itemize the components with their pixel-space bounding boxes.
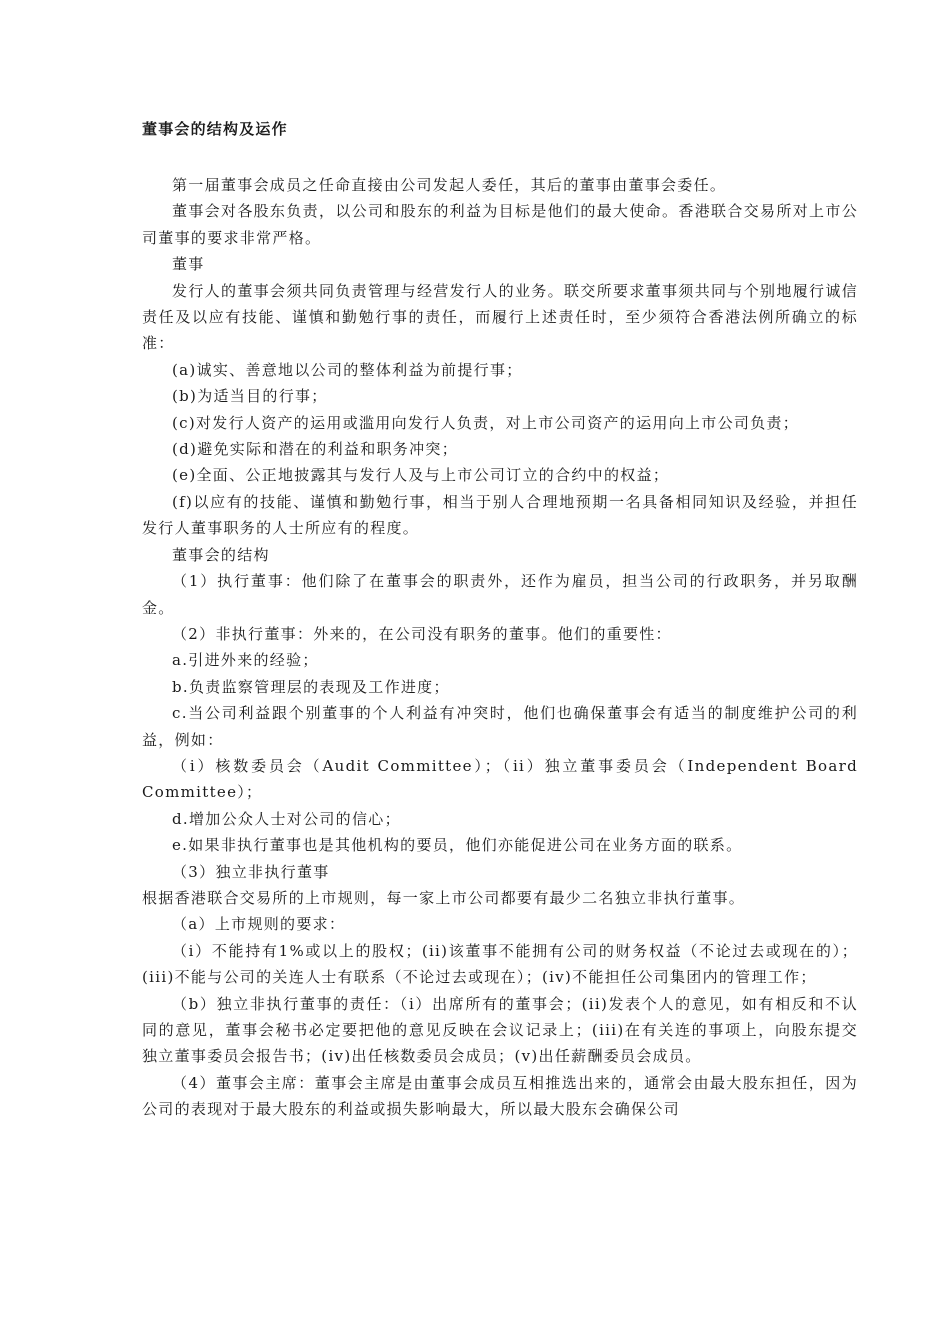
list-item-ined-responsibilities: （b）独立非执行董事的责任：（i）出席所有的董事会；(ii)发表个人的意见，如有相反和不认同的意见，董事会秘书必定要把他的意见反映在会议记录上；(iii)在有关连的事项上，向股东提交独立董事委员会报告书；(iv)出任核数委员会成员；(v)出任薪酬委员会成员。 [142,994,858,1066]
paragraph-non-executive-directors: （2）非执行董事：外来的，在公司没有职务的董事。他们的重要性： [172,624,672,643]
list-item-ned-e: e.如果非执行董事也是其他机构的要员，他们亦能促进公司在业务方面的联系。 [172,836,743,855]
paragraph-independent-ned-heading: （3）独立非执行董事 [172,862,330,881]
list-item-ined-requirements: （i）不能持有1%或以上的股权；(ii)该董事不能拥有公司的财务权益（不论过去或现在的）；(iii)不能与公司的关连人士有联系（不论过去或现在）；(iv)不能担任公司集团内的管理工作； [142,941,858,987]
paragraph-chairman: （4）董事会主席：董事会主席是由董事会成员互相推选出来的，通常会由最大股东担任，因为公司的表现对于最大股东的利益或损失影响最大，所以最大股东会确保公司 [142,1073,858,1119]
section-heading-board-structure: 董事会的结构 [172,545,270,564]
document-body [142,172,858,1123]
list-item-duty-d: (d)避免实际和潜在的利益和职务冲突； [172,440,459,459]
list-item-duty-c: (c)对发行人资产的运用或滥用向发行人负责，对上市公司资产的运用向上市公司负责； [172,413,800,432]
list-item-ned-a: a.引进外来的经验； [172,651,319,670]
list-item-duty-b: (b)为适当目的行事； [172,387,328,406]
paragraph-director-duties: 发行人的董事会须共同负责管理与经营发行人的业务。联交所要求董事须共同与个别地履行诚信责任及以应有技能、谨慎和勤勉行事的责任，而履行上述责任时，至少须符合香港法例所确立的标准： [142,281,858,353]
section-heading-directors: 董事 [172,255,205,274]
paragraph-board-responsibility: 董事会对各股东负责，以公司和股东的利益为目标是他们的最大使命。香港联合交易所对上市公司董事的要求非常严格。 [142,202,858,247]
document-title: 董事会的结构及运作 [142,120,288,138]
list-item-ned-b: b.负责监察管理层的表现及工作进度； [172,677,450,696]
list-item-duty-a: (a)诚实、善意地以公司的整体利益为前提行事； [172,360,523,379]
list-item-duty-f: (f)以应有的技能、谨慎和勤勉行事，相当于别人合理地预期一名具备相同知识及经验，并担任发行人董事职务的人士所应有的程度。 [142,492,858,538]
list-item-ned-d: d.增加公众人士对公司的信心； [172,809,401,828]
paragraph-executive-directors: （1）执行董事：他们除了在董事会的职责外，还作为雇员，担当公司的行政职务，并另取酬金。 [142,572,858,617]
paragraph-first-board-appointment: 第一届董事会成员之任命直接由公司发起人委任，其后的董事由董事会委任。 [172,176,727,194]
list-item-duty-e: (e)全面、公正地披露其与发行人及与上市公司订立的合约中的权益； [172,466,670,485]
list-item-ned-committees: （i）核数委员会（Audit Committee）；（ii）独立董事委员会（Independent Board Committee）； [142,756,858,802]
paragraph-listing-rule: 根据香港联合交易所的上市规则，每一家上市公司都要有最少二名独立非执行董事。 [142,888,746,907]
list-item-inedrequirements-heading: （a）上市规则的要求： [172,915,346,934]
list-item-ned-c: c.当公司利益跟个别董事的个人利益有冲突时，他们也确保董事会有适当的制度维护公司的利益，例如： [142,704,858,749]
